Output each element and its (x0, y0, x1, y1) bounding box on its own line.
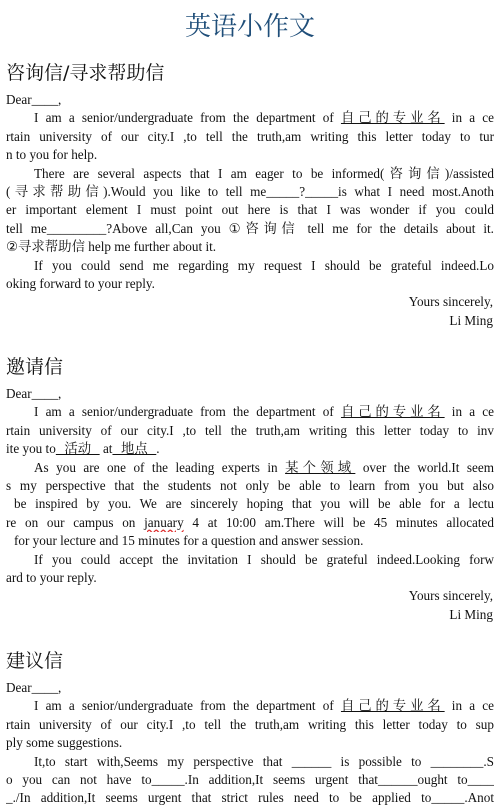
letter-invitation (6, 385, 494, 624)
letter-line: If you could accept the invitation I should be grateful indeed.Looking forw (34, 551, 494, 567)
letter-line: rtain university of our city.I ,to tell the truth,am writing this letter today to sup (6, 716, 494, 732)
letter-line: It,to start with,Seems my perspective that ______ is possible to ________.S (34, 753, 494, 769)
letter-line: oking forward to your reply. (6, 275, 155, 291)
letter-line: tell me_________?Above all,Can you ①咨询信 tell me for the details about it. (6, 220, 494, 237)
letter-line: rtain university of our city.I ,to tell the truth,am writing this letter today to tur (6, 128, 494, 144)
letter-inquiry (6, 91, 494, 330)
letter-line: I am a senior/undergraduate from the department of 自己的专业名 in a ce (34, 110, 494, 127)
letter-line: n to you for help. (6, 147, 98, 163)
letter-suggestion (6, 679, 494, 808)
letter-line: for your lecture and 15 minutes for a question and answer session. (14, 533, 364, 549)
letter-line: If you could send me regarding my request I should be grateful indeed.Lo (34, 257, 494, 273)
salutation: Dear____, (6, 680, 62, 695)
salutation: Dear____, (6, 92, 62, 107)
section-heading-invitation: 邀请信 (6, 356, 64, 378)
letter-line: ard to your reply. (6, 569, 97, 585)
closing: Yours sincerely, (408, 294, 493, 310)
letter-line: I am a senior/undergraduate from the department of 自己的专业名 in a ce (34, 698, 494, 715)
letter-line: o you can not have to_____.In addition,It seems urgent that______ought to____ (6, 771, 494, 787)
section-heading-inquiry: 咨询信/寻求帮助信 (6, 62, 165, 84)
salutation: Dear____, (6, 386, 62, 401)
letter-line: er important element I must point out here is that I was wonder if you could (6, 202, 494, 218)
signature: Li Ming (449, 312, 493, 328)
section-heading-suggestion: 建议信 (6, 650, 64, 672)
letter-line: (寻求帮助信).Would you like to tell me_____?_____is what I need most.Anoth (6, 183, 494, 200)
letter-line: ply some suggestions. (6, 735, 123, 751)
document-title: 英语小作文 (184, 12, 315, 42)
letter-line: As you are one of the leading experts in 某个领域 over the world.It seem (34, 459, 494, 476)
letter-line: I am a senior/undergraduate from the department of 自己的专业名 in a ce (34, 404, 494, 421)
letter-line: rtain university of our city.I ,to tell the truth,am writing this letter today to inv (6, 422, 494, 438)
letter-line: s my perspective that the students not only be able to learn from you but also (6, 477, 494, 493)
letter-line: ite you to 活动 at 地点 . (6, 441, 160, 458)
letter-line: There are several aspects that I am eager to be informed(咨询信)/assisted (34, 165, 494, 182)
closing: Yours sincerely, (408, 588, 493, 604)
signature: Li Ming (449, 606, 493, 622)
letter-line: re on our campus on january 4 at 10:00 am.There will be 45 minutes allocated (6, 514, 494, 530)
letter-line: be inspired by you. We are sincerely hoping that you will be able for a lectu (14, 496, 494, 512)
letter-line: _./In addition,It seems urgent that strict rules need to be applied to_____.Anot (6, 790, 494, 806)
letter-line: ②寻求帮助信 help me further about it. (6, 239, 217, 256)
